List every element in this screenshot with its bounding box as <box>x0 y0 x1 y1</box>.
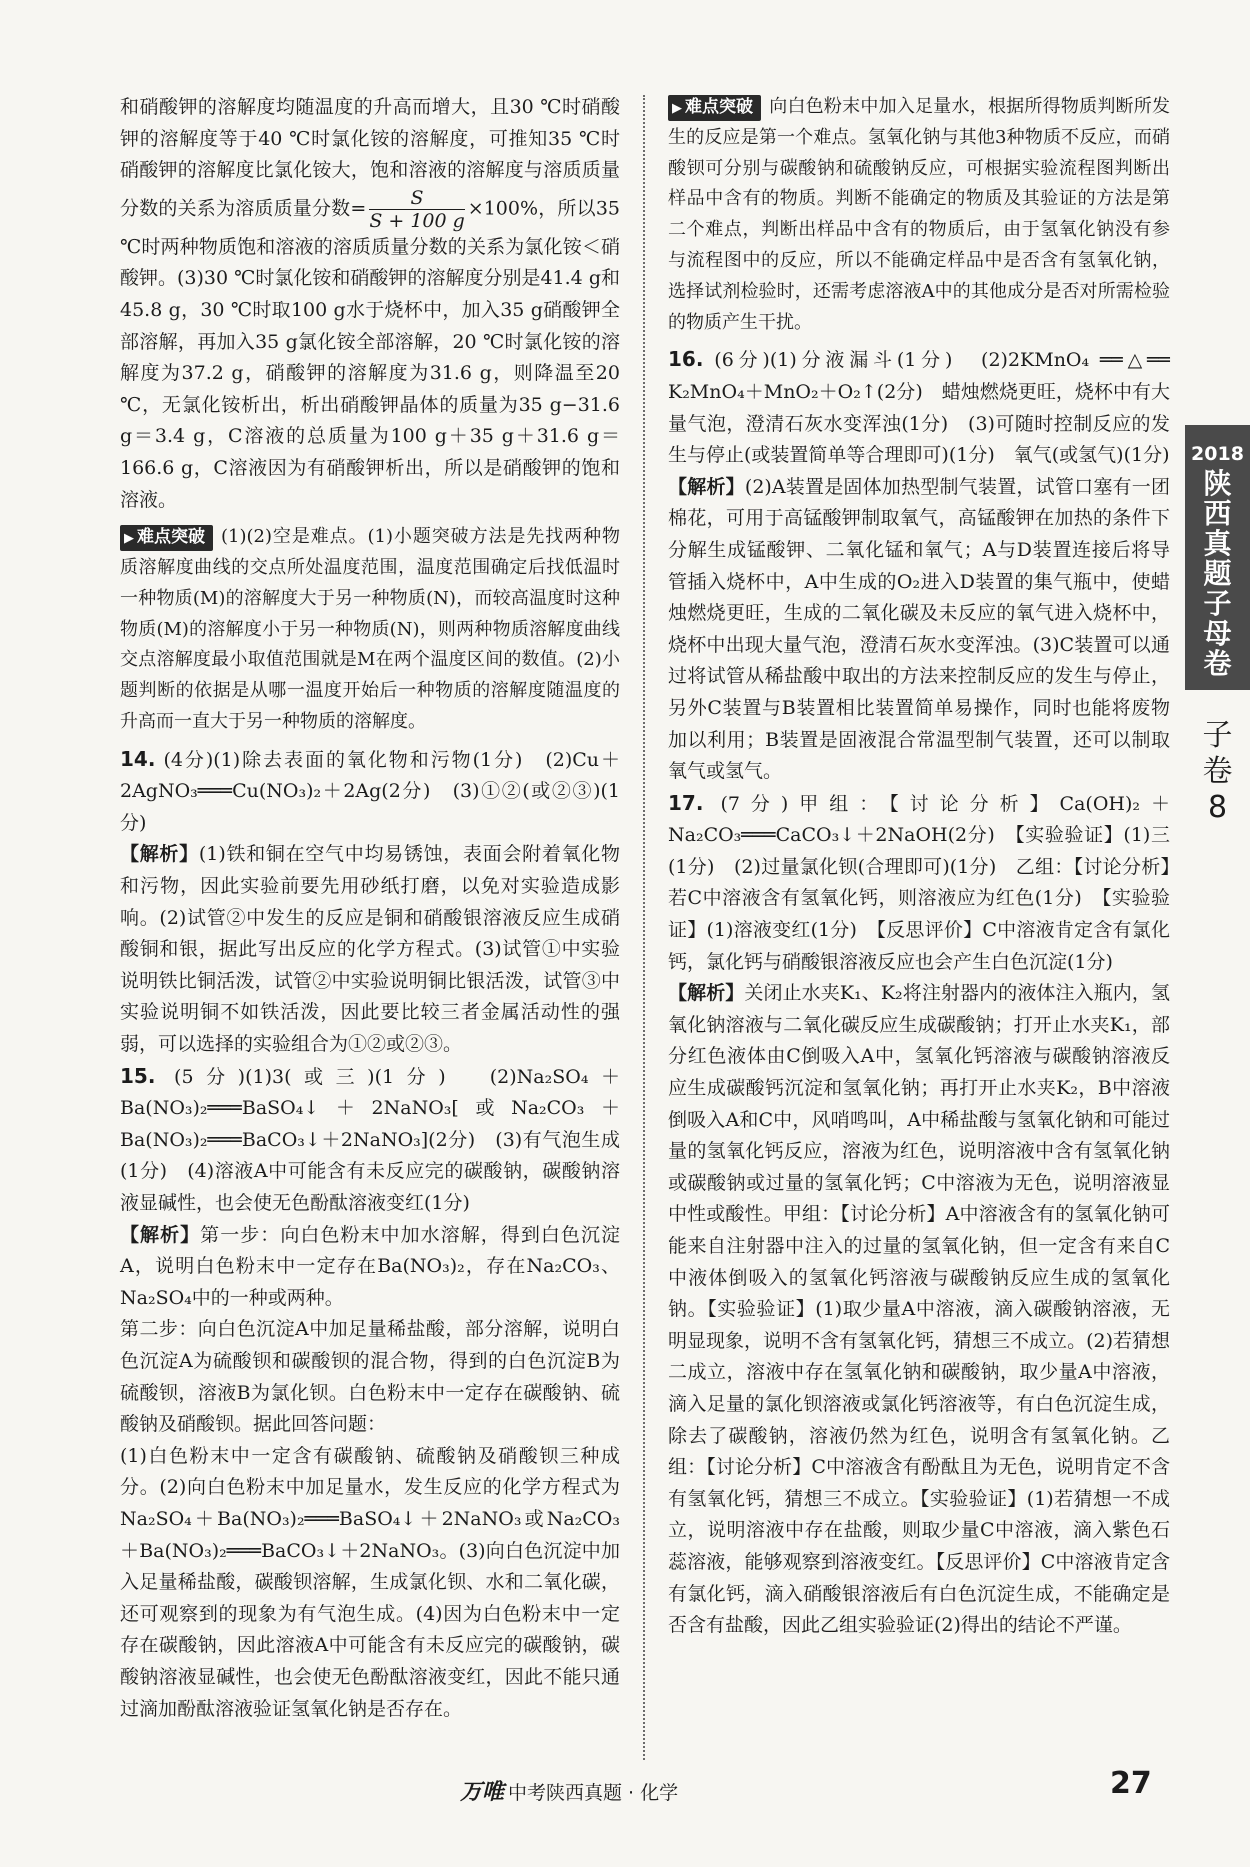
question-17-analysis: 【解析】关闭止水夹K₁、K₂将注射器内的液体注入瓶内，氢氧化钠溶液与二氧化碳反应生成碳酸钠；打开止水夹K₁，部分红色液体由C倒吸入A中，氢氧化钙溶液与碳酸钠溶液反应生成碳酸钙沉淀和氢氧化钠；再打开止水夹K₂，B中溶液倒吸入A和C中，风哨鸣叫，A中稀盐酸与氢氧化钠和可能过量的氢氧化钙反应，溶液为红色，说明溶液中含有氢氧化钠或碳酸钠或过量的氢氧化钙；C中溶液为无色，说明溶液显中性或酸性。甲组：【讨论分析】A中溶液含有的氢氧化钠可能来自注射器中注入的过量的氢氧化钠，但一定含有来自C中液体倒吸入的氢氧化钙溶液与碳酸钠反应生成的氢氧化钠。【实验验证】(1)取少量A中溶液，滴入碳酸钠溶液，无明显现象，说明不含有氢氧化钙，猜想三不成立。(2)若猜想二成立，溶液中存在氢氧化钠和碳酸钠，取少量A中溶液，滴入足量的氯化钡溶液或氯化钙溶液等，有白色沉淀生成，除去了碳酸钠，溶液仍然为红色，说明含有氢氧化钠。乙组：【讨论分析】C中溶液含有酚酞且为无色，说明肯定不含有氢氧化钙，猜想三不成立。【实验验证】(1)若猜想一不成立，说明溶液中存在盐酸，则取少量C中溶液，滴入紫色石蕊溶液，能够观察到溶液变红。【反思评价】C中溶液肯定含有氯化钙，滴入硝酸银溶液后有白色沉淀生成，不能确定是否含有盐酸，因此乙组实验验证(2)得出的结论不严谨。 <box>668 982 1170 1637</box>
answer-text: 和硝酸钾的溶解度均随温度的升高而增大，且30 ℃时硝酸钾的溶解度等于40 ℃时氯化铵的溶解度，可推知35 ℃时硝酸钾的溶解度比氯化铵大，饱和溶液的溶解度与溶质质量分数的关系为溶质质量分数= $\frac{S}{S + 100 g}$ ×100%，所以35 ℃时两种物质饱和溶液的溶质质量分数的关系为氯化铵＜硝酸钾。(3)30 ℃时氯化铵和硝酸钾的溶解度分别是41.4 g和45.8 g，30 ℃时取100 g水于烧杯中，加入35 g硝酸钾全部溶解，再加入35 g氯化铵全部溶解，20 ℃时氯化铵的溶解度为37.2 g，硝酸钾的溶解度为31.6 g，则降温至20 ℃，无氯化铵析出，析出硝酸钾晶体的质量为35 g−31.6 g＝3.4 g，C溶液的总质量为100 g＋35 g＋31.6 g＝166.6 g，C溶液因为有硝酸钾析出，所以是硝酸钾的饱和溶液。 <box>120 96 621 511</box>
question-14-answer: 14. (4分)(1)除去表面的氧化物和污物(1分) (2)Cu＋2AgNO₃═══Cu(NO₃)₂＋2Ag(2分) (3)①②(或②③)(1分) <box>120 746 620 834</box>
arrow-icon: ▶ <box>124 531 134 547</box>
side-tab <box>1185 425 1250 690</box>
arrow-icon: ▶ <box>672 101 682 116</box>
question-16-analysis: 【解析】(2)A装置是固体加热型制气装置，试管口塞有一团棉花，可用于高锰酸钾制取氧气，高锰酸钾在加热的条件下分解生成锰酸钾、二氧化锰和氧气；A与D装置连接后将导管插入烧杯中，A中生成的O₂进入D装置的集气瓶中，使蜡烛燃烧更旺，生成的二氧化碳及未反应的氧气进入烧杯中，烧杯中出现大量气泡，澄清石灰水变浑浊。(3)C装置可以通过将试管从稀盐酸中取出的方法来控制反应的发生与停止，另外C装置与B装置相比装置简单易操作，同时也能将废物加以利用；B装置是固液混合常温型制气装置，还可以制取氧气或氢气。 <box>668 475 1170 783</box>
column-divider <box>643 95 645 1760</box>
question-number: 17. <box>668 790 704 815</box>
footer-brand <box>460 1775 678 1806</box>
analysis-tag: 【解析】 <box>668 982 745 1005</box>
side-tab-year: 2018 <box>1191 443 1244 465</box>
fraction <box>369 187 464 232</box>
difficulty-text: 向白色粉末中加入足量水，根据所得物质判断所发生的反应是第一个难点。氢氧化钠与其他3种物质不反应，而硝酸钡可分别与碳酸钠和硫酸钠反应，可根据实验流程图判断出样品中含有的物质。判断不能确定的物质及其验证的方法是第二个难点，判断出样品中含有的物质后，由于氢氧化钠没有参与流程图中的反应，所以不能确定样品中是否含有氢氧化钠，选择试剂检验时，还需考虑溶液A中的其他成分是否对所需检验的物质产生干扰。 <box>668 96 1170 333</box>
brand-logo: 万唯 <box>460 1780 505 1805</box>
side-tab-title: 陕 西 真 题 子 母 卷 <box>1203 467 1232 680</box>
fraction-denominator: S + 100 g <box>369 209 465 232</box>
difficulty-label: ▶ 难点突破 <box>668 95 761 121</box>
analysis-tag: 【解析】 <box>120 1223 201 1246</box>
side-subtitle: 子 卷 8 <box>1202 718 1233 825</box>
footer-title: 中考陕西真题 · 化学 <box>508 1782 679 1804</box>
question-17-answer: 17. (7分)甲组：【讨论分析】Ca(OH)₂＋Na₂CO₃═══CaCO₃↓＋2NaOH(2分) 【实验验证】(1)三(1分) (2)过量氯化钡(合理即可)(1分) 乙组：【讨论分析】若C中溶液含有氢氧化钙，则溶液应为红色(1分) 【实验验证】(1)溶液变红(1分) 【反思评价】C中溶液肯定含有氯化钙，氯化钙与硝酸银溶液反应也会产生白色沉淀(1分) <box>668 790 1170 973</box>
fraction-numerator: S <box>369 187 464 210</box>
left-column <box>120 92 620 1725</box>
difficulty-breakthrough <box>120 522 620 738</box>
question-16-answer: 16. (6分)(1)分液漏斗(1分) (2)2KMnO₄ ══△══ K₂MnO₄＋MnO₂＋O₂↑(2分) 蜡烛燃烧更旺，烧杯中有大量气泡，澄清石灰水变浑浊(1分) (3)可随时控制反应的发生与停止(或装置简单等合理即可)(1分) 氧气(或氢气)(1分) <box>668 347 1170 467</box>
difficulty-breakthrough <box>668 92 1170 338</box>
difficulty-label: ▶ 难点突破 <box>120 525 213 551</box>
analysis-tag: 【解析】 <box>120 843 199 866</box>
difficulty-text: (1)(2)空是难点。(1)小题突破方法是先找两种物质溶解度曲线的交点所处温度范围，温度范围确定后找低温时一种物质(M)的溶解度大于另一种物质(N)，而较高温度时这种物质(M)的溶解度小于另一种物质(N)，则两种物质溶解度曲线交点溶解度最小取值范围就是M在两个温度区间的数值。(2)小题判断的依据是从哪一温度开始后一种物质的溶解度随温度的升高而一直大于另一种物质的溶解度。 <box>120 526 620 732</box>
question-number: 16. <box>668 347 704 372</box>
question-15-answer: 15. (5分)(1)3(或三)(1分) (2)Na₂SO₄＋Ba(NO₃)₂═══BaSO₄↓＋2NaNO₃[或Na₂CO₃＋Ba(NO₃)₂═══BaCO₃↓＋2NaNO₃](2分) (3)有气泡生成(1分) (4)溶液A中可能含有未反应完的碳酸钠，碳酸钠溶液显碱性，也会使无色酚酞溶液变红(1分) <box>120 1063 620 1215</box>
question-14-analysis: 【解析】(1)铁和铜在空气中均易锈蚀，表面会附着氧化物和污物，因此实验前要先用砂纸打磨，以免对实验造成影响。(2)试管②中发生的反应是铜和硝酸银溶液反应生成硝酸铜和银，据此写出反应的化学方程式。(3)试管①中实验说明铁比铜活泼，试管②中实验说明铜比银活泼，试管③中实验说明铜不如铁活泼，因此要比较三者金属活动性的强弱，可以选择的实验组合为①②或②③。 <box>120 843 620 1056</box>
right-column <box>668 92 1170 1642</box>
page-number: 27 <box>1110 1766 1152 1801</box>
question-15-analysis-step2: 第二步：向白色沉淀A中加足量稀盐酸，部分溶解，说明白色沉淀A为硫酸钡和碳酸钡的混合物，得到的白色沉淀B为硫酸钡，溶液B为氯化钡。白色粉末中一定存在碳酸钠、硫酸钠及硝酸钡。据此回答问题： <box>120 1318 620 1436</box>
question-number: 14. <box>120 746 156 771</box>
question-number: 15. <box>120 1063 156 1088</box>
question-15-analysis: 【解析】第一步：向白色粉末中加水溶解，得到白色沉淀A，说明白色粉末中一定存在Ba(NO₃)₂，存在Na₂CO₃、Na₂SO₄中的一种或两种。 <box>120 1223 620 1309</box>
analysis-tag: 【解析】 <box>668 475 745 498</box>
question-15-analysis-step3: (1)白色粉末中一定含有碳酸钠、硫酸钠及硝酸钡三种成分。(2)向白色粉末中加足量水，发生反应的化学方程式为Na₂SO₄＋Ba(NO₃)₂═══BaSO₄↓＋2NaNO₃或Na₂CO₃＋Ba(NO₃)₂═══BaCO₃↓＋2NaNO₃。(3)向白色沉淀中加入足量稀盐酸，碳酸钡溶解，生成氯化钡、水和二氧化碳，还可观察到的现象为有气泡生成。(4)因为白色粉末中一定存在碳酸钠，因此溶液A中可能含有未反应完的碳酸钠，碳酸钠溶液显碱性，也会使无色酚酞溶液变红，因此不能只通过滴加酚酞溶液验证氢氧化钠是否存在。 <box>120 1444 620 1720</box>
